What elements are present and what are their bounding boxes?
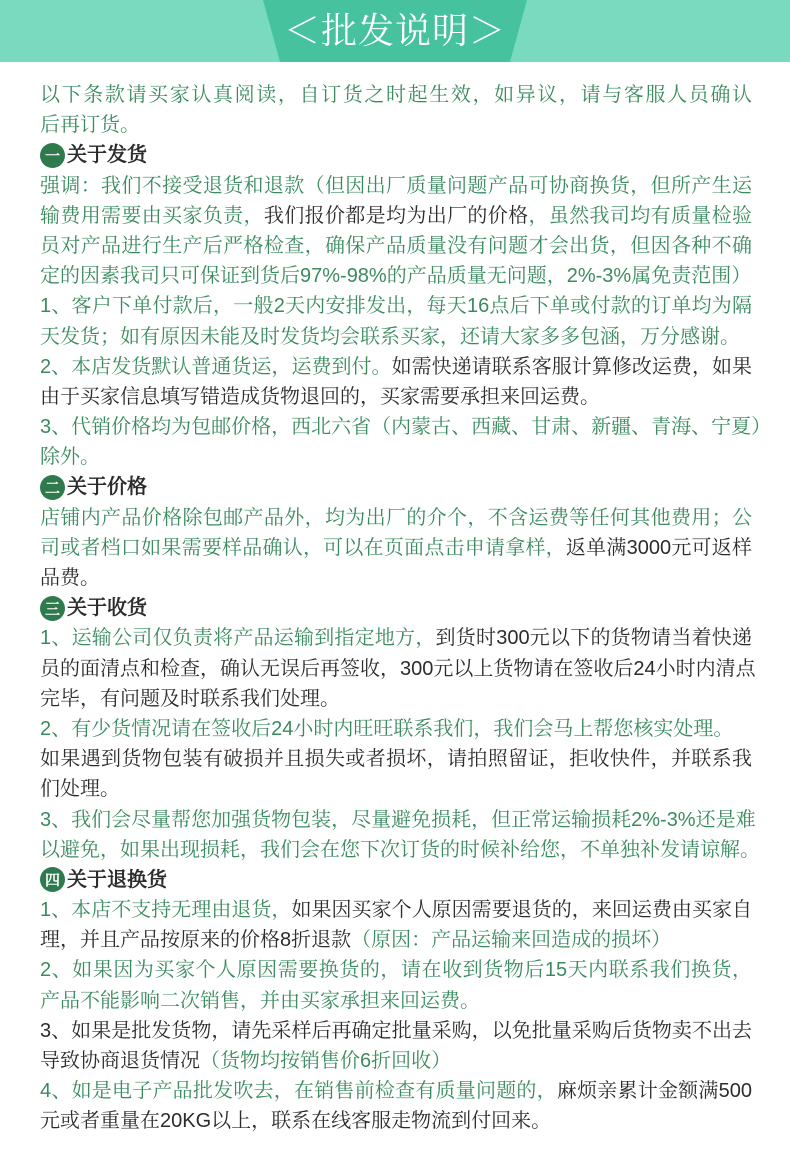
paragraph [40, 291, 752, 351]
text-line [40, 1106, 752, 1136]
text-line [40, 382, 752, 412]
body-text: 2、本店发货默认普通货运，运费到付。 [40, 355, 392, 378]
paragraph [40, 503, 752, 594]
emphasized-text: 到货时300元以下的货物请当着快递 [435, 627, 753, 650]
paragraph [40, 1076, 752, 1136]
body-text: 2、有少货情况请在签收后24小时内旺旺联系我们，我们会马上帮您核实处理。 [40, 717, 734, 740]
section-heading [40, 140, 752, 170]
text-line [40, 261, 752, 291]
text-line [40, 654, 756, 684]
section-title: 关于退换货 [67, 868, 167, 891]
section-number-badge: 四 [40, 867, 65, 892]
text-line [40, 231, 752, 261]
section-title: 关于价格 [67, 476, 147, 499]
body-text: 2、如果因为买家个人原因需要换货的，请在收到货物后15天内联系我们换货， [40, 959, 752, 982]
terms-section [40, 865, 752, 1137]
emphasized-text: 麻烦亲累计金额满500 [556, 1080, 752, 1103]
body-text: 产品不能影响二次销售，并由买家承担来回运费。 [40, 989, 480, 1012]
emphasized-text: 们处理。 [40, 778, 120, 801]
section-title: 关于收货 [67, 597, 147, 620]
body-text: 输费用需要由买家负责， [40, 204, 264, 227]
body-text: 1、运输公司仅负责将产品运输到指定地方， [40, 627, 436, 650]
text-line [40, 80, 752, 110]
text-line [40, 1076, 752, 1106]
text-line [40, 563, 752, 593]
body-text: 以避免，如果出现损耗，我们会在您下次订货的时候补给您，不单独补发请谅解。 [40, 838, 760, 861]
text-line [40, 623, 752, 653]
body-text: 员对产品进行生产后严格检查，确保产品质量没有问题才会出货，但因各种不确 [40, 234, 752, 257]
emphasized-text: 如果因买家个人原因需要退货的，来回运费由买家自 [291, 899, 753, 922]
text-line [40, 1016, 752, 1046]
paragraph [40, 623, 756, 714]
sections [40, 140, 772, 1136]
emphasized-text: 品费。 [40, 567, 100, 589]
paragraph [40, 1016, 752, 1076]
body-text: 司或者档口如果需要样品确认，可以在页面点击申请拿样， [40, 536, 566, 559]
page-title: ＜批发说明＞ [283, 10, 506, 51]
text-line [40, 835, 760, 865]
body-text: 1、本店不支持无理由退货， [40, 899, 292, 922]
emphasized-text: 完毕，有问题及时联系我们处理。 [40, 687, 340, 710]
terms-section [40, 593, 760, 865]
text-line [40, 352, 752, 382]
emphasized-text: 员的面清点和检查，确认无误后再签收，300元以上货物请在签收后24小时内清点 [40, 657, 756, 680]
emphasized-text: 我们报价都是均为出厂的价格 [263, 204, 529, 227]
emphasized-text: 如果遇到货物包装有破损并且损失或者损坏，请拍照留证，拒收快件，并联系我 [40, 748, 752, 771]
paragraph [40, 171, 752, 292]
text-line [40, 442, 752, 472]
text-line [40, 714, 752, 744]
body-text: 店铺内产品价格除包邮产品外，均为出厂的介个，不含运费等任何其他费用；公 [40, 506, 752, 529]
emphasized-text: 返单满3000元可返样 [565, 536, 753, 559]
body-text: （货物均按销售价6折回收） [200, 1050, 452, 1072]
intro-block [40, 80, 752, 140]
text-line [40, 291, 752, 321]
text-line [40, 201, 752, 231]
body-text: 3、我们会尽量帮您加强货物包装，尽量避免损耗，但正常运输损耗2%-3%还是难 [40, 808, 756, 831]
emphasized-text: 理，并且产品按原来的价格8折退款 [40, 929, 352, 952]
body-text: （原因：产品运输来回造成的损坏） [351, 929, 672, 952]
text-line [40, 322, 752, 352]
text-line [40, 171, 752, 201]
section-number-badge: 二 [40, 475, 65, 500]
paragraph [40, 744, 752, 804]
text-line [40, 684, 752, 714]
body-text: 后再订货。 [40, 114, 140, 137]
text-line [40, 895, 752, 925]
text-line [40, 774, 752, 804]
page-header [0, 0, 790, 62]
body-text: ，虽然我司均有质量检验 [528, 204, 753, 227]
text-line [40, 533, 752, 563]
paragraph [40, 80, 752, 140]
text-line [40, 110, 752, 140]
text-line [40, 986, 752, 1016]
paragraph [40, 955, 752, 1015]
emphasized-text: 3、如果是批发货物，请先采样后再确定批量采购，以免批量采购后货物卖不出去 [40, 1019, 752, 1042]
text-line [40, 744, 752, 774]
terms-section [40, 472, 752, 593]
text-line [40, 955, 752, 985]
emphasized-text: 元或者重量在20KG以上，联系在线客服走物流到付回来。 [40, 1110, 552, 1133]
paragraph [40, 412, 772, 472]
section-heading [40, 865, 752, 895]
section-number-badge: 三 [40, 596, 65, 621]
body-text: 强调：我们不接受退货和退款（但因出厂质量问题产品可协商换货，但所产生运 [40, 174, 752, 197]
section-number-badge: 一 [40, 143, 65, 168]
body-text: 4、如是电子产品批发吹去，在销售前检查有质量问题的， [40, 1080, 557, 1103]
body-text: 天发货；如有原因未能及时发货均会联系买家，还请大家多多包涵，万分感谢。 [40, 325, 740, 348]
emphasized-text: 导致协商退货情况 [40, 1050, 200, 1072]
emphasized-text: 如需快递请联系客服计算修改运费，如果 [391, 355, 753, 378]
section-title: 关于发货 [67, 144, 147, 167]
paragraph [40, 895, 752, 955]
terms-section [40, 140, 772, 472]
emphasized-text: 由于买家信息填写错造成货物退回的，买家需要承担来回运费。 [40, 385, 600, 408]
text-line [40, 503, 752, 533]
text-line [40, 412, 772, 442]
body-text: 1、客户下单付款后，一般2天内安排发出，每天16点后下单或付款的订单均为隔 [40, 295, 752, 318]
body-text: 以下条款请买家认真阅读，自订货之时起生效，如异议，请与客服人员确认 [40, 84, 752, 106]
section-heading [40, 593, 752, 623]
body-text: 3、代销价格均为包邮价格，西北六省（内蒙古、西藏、甘肃、新疆、青海、宁夏） [40, 416, 772, 439]
terms-content [0, 62, 772, 1137]
section-heading [40, 472, 752, 502]
paragraph [40, 714, 752, 744]
paragraph [40, 352, 752, 412]
text-line [40, 1046, 752, 1076]
text-line [40, 925, 752, 955]
body-text: 定的因素我司只可保证到货后97%-98%的产品质量无问题，2%-3%属免责范围） [40, 265, 752, 288]
paragraph [40, 805, 760, 865]
text-line [40, 805, 756, 835]
body-text: 除外。 [40, 446, 100, 469]
